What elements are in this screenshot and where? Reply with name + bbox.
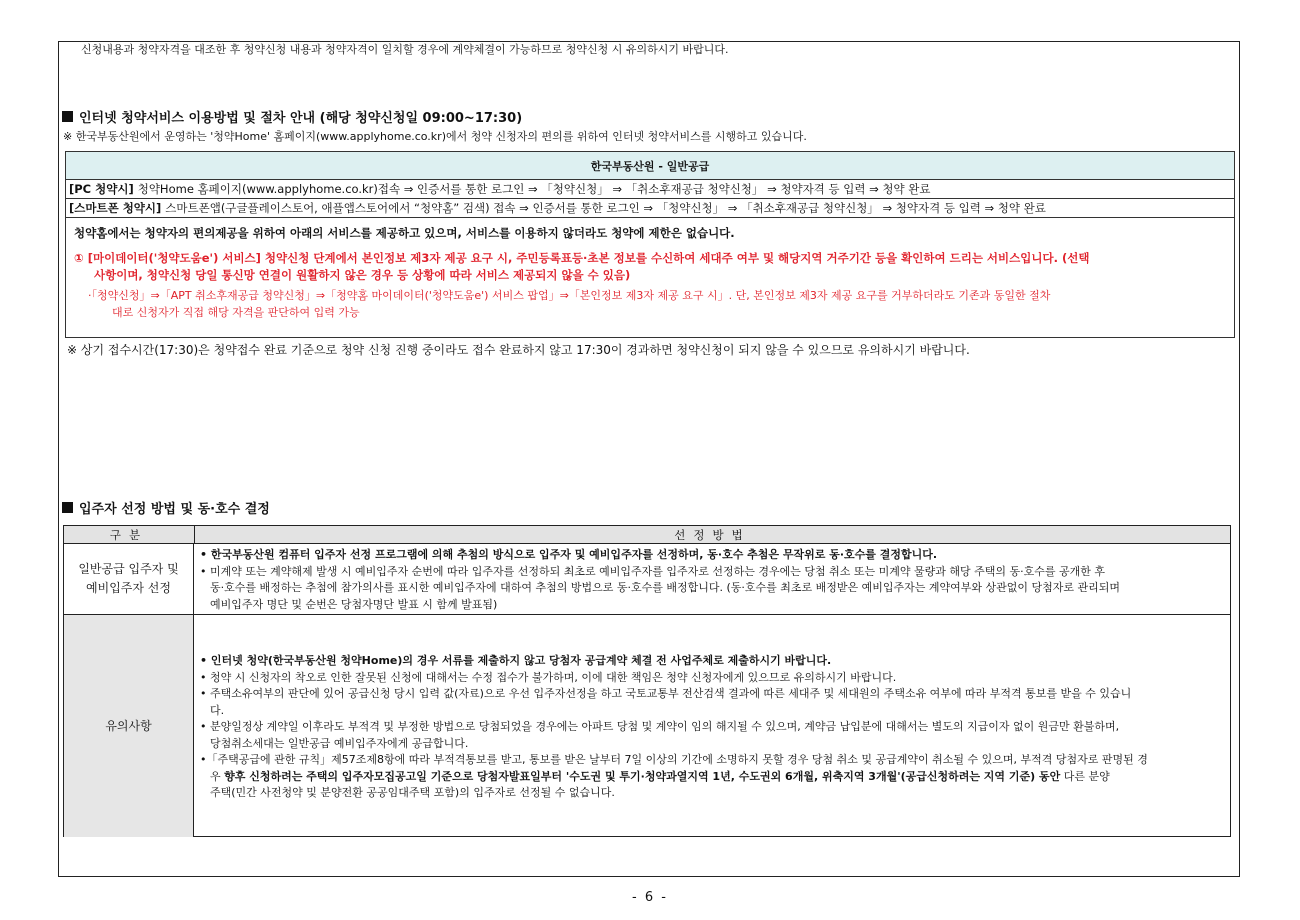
section1-title-text: 인터넷 청약서비스 이용방법 및 절차 안내 (해당 청약신청일 09:00~17:30) [79,111,523,126]
row2-bullet5-part-b: 향후 신청하려는 주택의 입주자모집공고일 기준으로 당첨자발표일부터 '수도권 및 투기·청약과열지역 1년, 수도권외 6개월, 위축지역 3개월'(공급신청하려는 지역 기준) 동안 [224,769,1061,783]
mydata-line2: 사항이며, 청약신청 당일 통신망 연결이 원활하지 않은 경우 등 상황에 따라 서비스 제공되지 않을 수 있음) [94,268,631,282]
mydata-steps [74,287,1234,321]
row2-bullet5-line3: 주택(민간 사전청약 및 분양전환 공공임대주택 포함)의 입주자로 선정될 수 없습니다. [210,786,615,799]
mobile-text: 스마트폰앱(구글플레이스토어, 애플앱스토어에서 “청약홈” 검색) 접속 ⇒ 인증서를 통한 로그인 ⇒ 「청약신청」 ⇒ 「취소후재공급 청약신청」 ⇒ 청약자격 등 입력 ⇒ 청약 완료 [165,201,1046,215]
row1-label-line2: 예비입주자 선정 [86,581,171,595]
pc-row [66,180,1234,199]
mydata-line1: ① [마이데이터('청약도움e') 서비스] 청약신청 단계에서 본인정보 제3자 제공 요구 시, 주민등록표등·초본 정보를 수신하여 세대주 여부 및 해당지역 거주기간 등을 확인하여 드리는 서비스입니다. (선택 [74,251,1090,265]
mydata-sub2: 대로 신청자가 직접 해당 자격을 판단하여 입력 가능 [112,306,360,319]
row-label [64,615,194,837]
row1-bullet1: • 한국부동산원 컴퓨터 입주자 선정 프로그램에 의해 추첨의 방식으로 입주자 및 예비입주자를 선정하며, 동·호수 추첨은 무작위로 동·호수를 결정합니다. [200,548,938,561]
table-row [64,544,1230,615]
row2-bullet1: • 인터넷 청약(한국부동산원 청약Home)의 경우 서류를 제출하지 않고 당첨자 공급계약 체결 전 사업주체로 제출하시기 바랍니다. [200,654,832,667]
row1-bullet2-line2: 동·호수를 배정하는 추첨에 참가의사를 표시한 예비입주자에 대하여 추첨의 방법으로 동·호수를 배정합니다. (동·호수를 최초로 배정받은 예비입주자는 계약여부와 상관없이 당첨자로 관리되며 [210,581,1121,594]
table-row [64,615,1230,837]
table-header [64,526,1230,544]
row2-bullet3-line1: • 주택소유여부의 판단에 있어 공급신청 당시 입력 값(자료)으로 우선 입주자선정을 하고 국토교통부 전산검색 결과에 따른 세대주 및 세대원의 주택소유 여부에 따라 부적격 통보를 받을 수 있습니 [200,687,1132,700]
header-method: 선정방법 [674,527,751,542]
section2-title [62,498,270,517]
box-header: 한국부동산원 - 일반공급 [66,152,1234,180]
row2-bullet3-line2: 다. [210,703,225,717]
row1-label-line1: 일반공급 입주자 및 [78,562,179,576]
mydata-service [74,250,1234,284]
header-category: 구분 [64,526,195,543]
pc-text: 청약Home 홈페이지(www.applyhome.co.kr)접속 ⇒ 인증서를 통한 로그인 ⇒ 「청약신청」 ⇒ 「취소후재공급 청약신청」 ⇒ 청약자격 등 입력 ⇒ 청약 완료 [137,182,931,196]
row1-bullet2-line3: 예비입주자 명단 및 순번은 당첨자명단 발표 시 함께 발표됨) [210,597,498,611]
row2-bullet4-line1: • 분양일정상 계약일 이후라도 부적격 및 부정한 방법으로 당첨되었을 경우에는 아파트 당첨 및 계약이 임의 해지될 수 있으며, 계약금 납입분에 대해서는 별도의 지급이자 없이 원금만 환불하며, [200,720,1120,733]
row2-bullet5-line1: •「주택공급에 관한 규칙」제57조제8항에 따라 부적격통보를 받고, 통보를 받은 날부터 7일 이상의 기간에 소명하지 못할 경우 당첨 취소 및 공급계약이 취소될 수 있으며, 부적격 당첨자로 판명된 경 [200,753,1148,766]
intro-line: 신청내용과 청약자격을 대조한 후 청약신청 내용과 청약자격이 일치할 경우에 계약체결이 가능하므로 청약신청 시 유의하시기 바랍니다. [81,43,729,56]
row-label [64,544,194,614]
row2-bullet5-part-a: 우 [210,769,225,783]
row-content [194,615,1230,837]
square-bullet-icon [62,502,73,513]
row2-bullet2: • 청약 시 신청자의 착오로 인한 잘못된 신청에 대해서는 수정 접수가 불가하며, 이에 대한 책임은 청약 신청자에게 있으므로 유의하시기 바랍니다. [200,670,897,684]
square-bullet-icon [62,111,73,122]
section1-note: ※ 한국부동산원에서 운영하는 '청약Home' 홈페이지(www.applyhome.co.kr)에서 청약 신청자의 편의를 위하여 인터넷 청약서비스를 시행하고 있습니다. [63,130,807,143]
row1-bullet2-line1: • 미계약 또는 계약해제 발생 시 예비입주자 순번에 따라 입주자를 선정하되 최초로 예비입주자를 입주자로 선정하는 경우에는 당첨 취소 또는 미계약 물량과 해당 주택의 동·호수를 공개한 후 [200,564,1105,578]
mobile-label: [스마트폰 청약시] [69,201,162,215]
application-guide-box [65,151,1235,338]
mydata-sub1: ·「청약신청」⇒「APT 취소후재공급 청약신청」⇒「청약홈 마이데이터('청약도움e') 서비스 팝업」⇒「본인정보 제3자 제공 요구 시」. 단, 본인정보 제3자 제공 요구를 거부하더라도 기존과 동일한 절차 [88,289,1051,302]
row2-bullet5-line2 [200,769,1230,786]
deadline-warning: ※ 상기 접수시간(17:30)은 청약접수 완료 기준으로 청약 신청 진행 중이라도 접수 완료하지 않고 17:30이 경과하면 청약신청이 되지 않을 수 있으므로 유의하시기 바랍니다. [67,343,970,357]
service-intro: 청약홈에서는 청약자의 편의제공을 위하여 아래의 서비스를 제공하고 있으며, 서비스를 이용하지 않더라도 청약에 제한은 없습니다. [74,226,735,240]
row2-label: 유의사항 [105,718,152,733]
row-content [194,544,1230,614]
section2-title-text: 입주자 선정 방법 및 동·호수 결정 [79,502,270,517]
row2-bullet4-line2: 당첨취소세대는 일반공급 예비입주자에게 공급합니다. [210,736,469,750]
pc-label: [PC 청약시] [69,182,134,196]
service-info [66,218,1234,321]
section1-title [62,107,522,126]
page-number: - 6 - [632,890,668,905]
row2-bullet5-part-c: 다른 분양 [1060,769,1110,783]
selection-table [63,525,1231,837]
mobile-row [66,199,1234,218]
